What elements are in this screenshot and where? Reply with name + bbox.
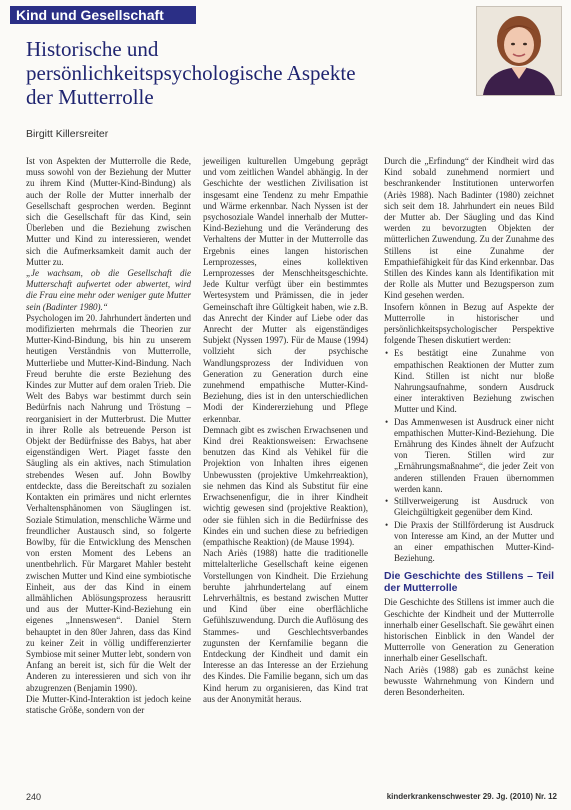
text-column-1 bbox=[26, 156, 191, 716]
title-line: Historische und bbox=[26, 37, 159, 61]
page-number: 240 bbox=[26, 792, 42, 802]
paragraph: Die Geschichte des Stillens ist immer auch die Geschichte der Kindheit und der Mutterrolle innerhalb einer Gesellschaft. Sie gewährt einen historischen Einblick in den Wandel der Mutterrolle von Generation zu Generation innerhalb einer Gesellschaft. bbox=[384, 597, 554, 664]
paragraph: Nach Ariès (1988) hatte die traditionelle mittelalterliche Gesellschaft keine eigenen Vorstellungen von Kindheit. Die Erziehung beruhte jahrhundertelang auf einem Lehrverhältnis, es bestand zwischen Mutter und Kind über eine oberflächliche Gefühlszuwendung. Durch die Auflösung des Stammes- und Geschlechtsverbandes zugunsten der Kernfamilie begann die Entdeckung der Kindheit und damit ein Interesse an das Interesse an der Erziehung des Kindes. Die Familie begann, sich um das Kind herum zu organisieren, das Kind trat aus der Anonymität heraus. bbox=[203, 548, 368, 704]
journal-footer: kinderkrankenschwester 29. Jg. (2010) Nr. 12 bbox=[386, 792, 557, 801]
thesis-item: • Die Praxis der Stillförderung ist Ausdruck von Interesse am Kind, an der Mutter und an einer empathischen Mutter-Kind-Beziehung. bbox=[384, 520, 554, 565]
author-portrait bbox=[476, 6, 562, 96]
title-line: persönlichkeitspsychologische Aspekte bbox=[26, 61, 356, 85]
thesis-item: • Das Ammenwesen ist Ausdruck einer nicht empathischen Mutter-Kind-Beziehung. Die Ernährung des Kindes ähnelt der Aufzucht von Tieren. Stillen wird zur „Ernährungsmaßnahme“, die jeder Zeit von anderen stillenden Frauen übernommen werden kann. bbox=[384, 417, 554, 495]
text-column-2 bbox=[203, 156, 368, 705]
text-column-3 bbox=[384, 156, 554, 698]
thesis-item: • Es bestätigt eine Zunahme von empathischen Reaktionen der Mutter zum Kind. Stillen ist nicht nur bloße Nahrungsaufnahme, sondern Ausdruck einer interaktiven Beziehung zwischen Mutter und Kind. bbox=[384, 348, 554, 415]
quote-paragraph: „Je wachsam, ob die Gesellschaft die Mutterschaft aufwertet oder abwertet, wird die Frau eine mehr oder weniger gute Mutter sein (Badinter 1980).“ bbox=[26, 268, 191, 312]
paragraph: Demnach gibt es zwischen Erwachsenen und Kind drei Reaktionsweisen: Erwachsene benutzen das Kind als Vehikel für die Projektion von Inhalten ihres eigenen Unbewussten (projektive Umkehrreaktion), sie nehmen das Kind als Substitut für eine Erwachsenenfigur, die in ihrer Kindheit wichtig gewesen sind (projektive Reaktion), oder sie fühlen sich in die Bedürfnisse des Kindes ein und suchen diese zu befriedigen (empathische Reaktion) (de Mause 1994). bbox=[203, 424, 368, 547]
thesis-item: • Stillverweigerung ist Ausdruck von Gleichgültigkeit gegenüber dem Kind. bbox=[384, 496, 554, 518]
portrait-illustration bbox=[477, 7, 561, 95]
paragraph: jeweiligen kulturellen Umgebung geprägt und vom zeitlichen Wandel abhängig. In der Geschichte der westlichen Zivilisation ist insgesamt eine Tendenz zu mehr Empathie und Wärme erkennbar. Nach Nyssen ist der psychosoziale Wandel innerhalb der Mutter-Kind-Beziehung und die Veränderung des Verhaltens der Mutter in der Mutterrolle das Ergebnis eines langen historischen Lernprozesses, eines kollektiven Lernprozesses der Menschheitsgeschichte. Jede Kultur verfügt über ein bestimmtes Wertesystem und Prämissen, die in jeder Gemeinschaft ihre Gültigkeit haben, wie z.B. das Anrecht der Kinder auf Liebe oder das Anrecht der Mutter als eigenständiges Subjekt (Nyssen 1997). Für de Mause (1994) vollzieht sich der psychische Wandlungsprozess der Individuen von Generation zu Generation durch eine zunehmend empathische Mutter-Kind-Beziehung, dies ist in den unterschiedlichen Modi der Kindererziehung und Pflege erkennbar. bbox=[203, 156, 368, 424]
paragraph: Die Mutter-Kind-Interaktion ist jedoch keine statische Größe, sondern von der bbox=[26, 693, 191, 715]
paragraph: Nach Ariès (1988) gab es zunächst keine bewusste Wahrnehmung von Kindern und deren Besonderheiten. bbox=[384, 664, 554, 697]
paragraph: Ist von Aspekten der Mutterrolle die Rede, muss sowohl von der Beziehung der Mutter zu ihrem Kind (Mutter-Kind-Bindung) als auch der Rolle der Mutter innerhalb der Gesellschaft gesprochen werden. Beginnt sich die Gesellschaft für das Kind, sein Überleben und die Beziehung zwischen Mutter und Kind zu interessieren, wendet sich die Aufmerksamkeit damit auch der Mutter zu. bbox=[26, 156, 191, 267]
paragraph: Durch die „Erfindung“ der Kindheit wird das Kind sobald zunehmend normiert und beschrankender Institutionen unterworfen (Ariès 1988). Nach Badinter (1980) zeichnet sich seit dem 18. Jahrhundert ein neues Bild der Mutter ab. Der Säugling und das Kind werden zu bevorzugten Objekten der mütterlichen Zuwendung. Zu der Zunahme des Stillens ist eine Zunahme der Empathiefähigkeit für das Kind erkennbar. Das Stillen des Kindes kann als Identifikation mit der Rolle als Mutter und Bezugsperson zum Kind gesehen werden. bbox=[384, 156, 554, 301]
thesis-list bbox=[384, 348, 554, 564]
section-label: Kind und Gesellschaft bbox=[10, 6, 196, 24]
author-byline: Birgitt Killersreiter bbox=[26, 128, 109, 140]
article-title bbox=[26, 37, 456, 109]
paragraph: Insofern können in Bezug auf Aspekte der Mutterrolle in historischer und persönlichkeitspsychologischer Perspektive folgende Thesen diskutiert werden: bbox=[384, 301, 554, 346]
paragraph: Psychologen im 20. Jahrhundert änderten und modifizierten mehrmals die Theorien zur Mutter-Kind-Bindung, bis hin zu unserem heutigen Verständnis von Mutterrolle, Mutterliebe und Mutter-Kind-Bindung. Nach Freud beruhte die erste Beziehung des Kindes zur Mutter auf dem oralen Trieb. Die Welt des Babys war bestimmt durch sein Bedürfnis nach Nahrung und Tröstung – reorganisiert in der Mutterbrust. Die Mutter in ihrer Rolle als betreuende Person ist Objekt der Bedürfnisse des Babys, hat aber eigenständigen Wert. Piaget fasste den Säugling als ein aktives, nach Stimulation strebendes Wesen auf. John Bowlby entdeckte, dass die Bereitschaft zu sozialen Kontakten ein primäres und nicht erlerntes Verhaltensphänomen von Säuglingen ist. Soziale Stimulation, menschliche Wärme und freundlicher Austausch sind, so folgerte Bowlby, für die Entwicklung des Menschen von ersten Moment des Lebens an unentbehrlich. Für Margaret Mahler besteht zwischen Mutter und Kind eine symbiotische Einheit, aus der das Kind in einem allmählichen Ablösungsprozess herausritt und aus der Mutter-Kind-Beziehung ein eigenes „Innenswesen“. Daniel Stern behauptet in den 80er Jahren, dass das Kind zu keiner Zeit in völlig undifferenzierter Symbiose mit seiner Mutter lebt, sondern von Anfang an bereit ist, sich für die Welt der Anderen zu interessieren und sich von ihr abzugrenzen (Benjamin 1990). bbox=[26, 312, 191, 693]
title-line: der Mutterrolle bbox=[26, 85, 154, 109]
sub-heading: Die Geschichte des Stillens – Teil der Mutterrolle bbox=[384, 570, 554, 595]
